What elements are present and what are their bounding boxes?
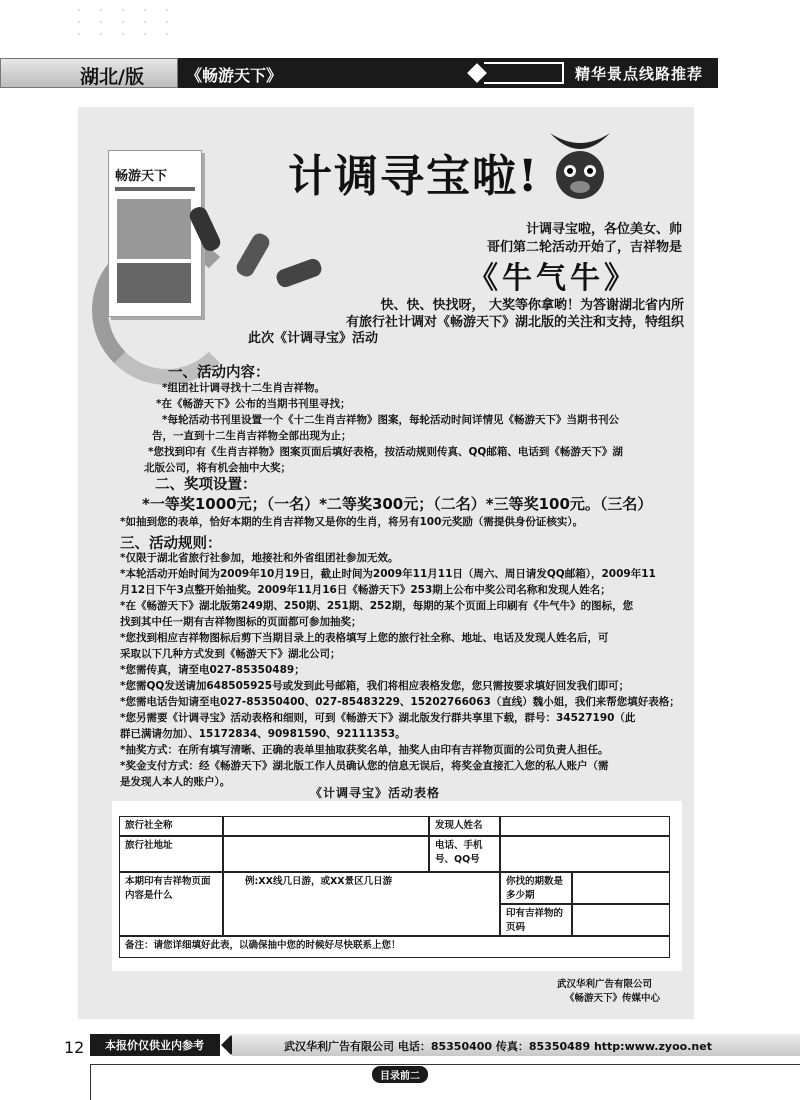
rule-line: 群已满请勿加）、15172834、90981590、92111353。 (120, 728, 406, 740)
page-no-label: 印有吉祥物的页码 (500, 904, 572, 936)
header-frame (484, 62, 564, 84)
entry-form (112, 801, 682, 971)
prize-list: *一等奖1000元；（一名）*二等奖300元；（二名）*三等奖100元。（三名） (142, 495, 653, 513)
agency-name-field[interactable] (223, 816, 429, 836)
intro-line: 哥们第二轮活动开始了，吉祥物是 (486, 240, 682, 255)
section-line: *组团社计调寻找十二生肖吉祥物。 (162, 382, 325, 394)
header-region: 湖北/版 (80, 66, 144, 88)
finder-name-label: 发现人姓名 (429, 816, 500, 836)
footer-note: 本报价仅供业内参考 (105, 1039, 204, 1052)
section-line: 告，一直到十二生肖吉祥物全部出现为止； (152, 430, 352, 442)
footer-divider (90, 1064, 800, 1065)
rule-line: 是发现人本人的账户）。 (120, 776, 231, 788)
section-line: 北版公司，将有机会抽中大奖； (144, 462, 291, 474)
example-hint: 例:XX线几日游，或XX景区几日游 (245, 876, 393, 887)
agency-addr-label: 旅行社地址 (119, 836, 223, 872)
form-note: 备注：请您详细填好此表，以确保抽中您的时候好尽快联系上您！ (119, 936, 670, 958)
rule-line: *本轮活动开始时间为2009年10月19日，截止时间为2009年11月11日（周六、周日请发QQ邮箱），2009年11 (120, 568, 656, 580)
finder-name-field[interactable] (500, 816, 670, 836)
mascot-name: 《牛气牛》 (468, 261, 638, 296)
footer-contact: 武汉华利广告有限公司 电话：85350400 传真：85350489 http:www.zyoo.net (284, 1040, 712, 1053)
agency-addr-field[interactable] (223, 836, 429, 872)
contact-label: 电话、手机号、QQ号 (429, 836, 500, 872)
rule-line: *抽奖方式：在所有填写清晰、正确的表单里抽取获奖名单，抽奖人由印有吉祥物页面的公司负责人担任。 (120, 744, 609, 756)
rule-line: *您需电话告知请至电027-85350400、027-85483229、15202766063（直线）魏小姐，我们来帮您填好表格； (120, 696, 680, 708)
credit-line: 武汉华利广告有限公司 (556, 979, 652, 990)
rule-line: *奖金支付方式：经《畅游天下》湖北版工作人员确认您的信息无误后，将奖金直接汇入您的私人账户（需 (120, 760, 609, 772)
mascot-ox-icon (540, 125, 620, 205)
rule-line: 采取以下几种方式发到《畅游天下》湖北公司； (120, 648, 341, 660)
section-title: 三、活动规则： (120, 536, 222, 552)
toc-tag: 目录前二 (372, 1066, 428, 1083)
footer-vertical-rule (90, 1064, 91, 1100)
form-title: 《计调寻宝》活动表格 (310, 786, 441, 800)
poster-title: 计调寻宝啦! (288, 151, 540, 202)
credit-line: 《畅游天下》传媒中心 (564, 993, 660, 1004)
rule-line: *您找到相应吉祥物图标后剪下当期目录上的表格填写上您的旅行社全称、地址、电话及发现人姓名后，可 (120, 632, 609, 644)
cover-title: 畅游天下 (115, 169, 168, 184)
agency-name-label: 旅行社全称 (119, 816, 223, 836)
page-content-label: 本期印有吉祥物页面内容是什么 (119, 872, 223, 936)
rule-line: *您需QQ发送请加648505925号或发到此号邮箱，我们将相应表格发您，您只需按要求填好回发我们即可； (120, 680, 630, 692)
bonus-note: *如抽到您的表单，恰好本期的生肖吉祥物又是你的生肖，将另有100元奖励（需提供身份证核实）。 (120, 516, 584, 528)
contact-field[interactable] (500, 836, 670, 872)
rule-line: 月12日下午3点整开始抽奖。2009年11月16日《畅游天下》253期上公布中奖公司名称和发现人姓名； (120, 584, 611, 596)
header-section-title: 精华景点线路推荐 (575, 65, 704, 83)
intro-line: 快、快、快找呀， 大奖等你拿哟！为答谢湖北省内所 (380, 298, 684, 313)
magazine-cover-image (108, 150, 202, 317)
page-number: 12 (64, 1038, 85, 1057)
issue-no-field[interactable] (572, 872, 670, 904)
rule-line: 找到其中任一期有吉祥物图标的页面都可参加抽奖； (120, 616, 362, 628)
intro-line: 有旅行社计调对《畅游天下》湖北版的关注和支持，特组织 (345, 315, 684, 330)
section1-body (144, 380, 682, 476)
section-line: *您找到印有《生肖吉祥物》图案页面后填好表格，按活动规则传真、QQ邮箱、电话到《畅游天下》湖 (148, 446, 623, 458)
section-line: *在《畅游天下》公布的当期书刊里寻找； (156, 398, 351, 410)
intro-line: 此次《计调寻宝》活动 (248, 331, 379, 346)
section3-body (120, 550, 690, 790)
rule-line: *您另需要《计调寻宝》活动表格和细则，可到《畅游天下》湖北版发行群共享里下载，群号：34527190（此 (120, 712, 636, 724)
section-title: 二、奖项设置： (155, 477, 257, 493)
issue-no-label: 你找的期数是多少期 (500, 872, 572, 904)
section-line: *每轮活动书刊里设置一个《十二生肖吉祥物》图案，每轮活动时间详情见《畅游天下》当期书刊公 (162, 414, 619, 426)
page-content-field[interactable] (223, 872, 500, 936)
header-magazine-title: 《畅游天下》 (186, 66, 283, 85)
intro-line: 计调寻宝啦，各位美女、帅 (525, 222, 682, 237)
section-title: 一、活动内容： (168, 365, 270, 381)
rule-line: *仅限于湖北省旅行社参加，地接社和外省组团社参加无效。 (120, 552, 399, 564)
rule-line: *您需传真，请至电027-85350489； (120, 664, 305, 676)
page-no-field[interactable] (572, 904, 670, 936)
rule-line: *在《畅游天下》湖北版第249期、250期、251期、252期，每期的某个页面上印刷有《牛气牛》的图标，您 (120, 600, 634, 612)
decorative-dots (68, 4, 168, 44)
